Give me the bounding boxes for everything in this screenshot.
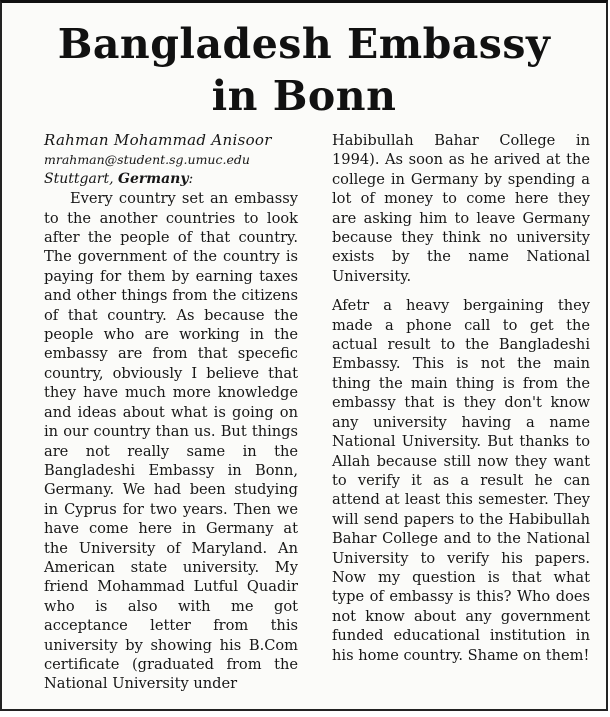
byline: [44, 131, 298, 189]
paragraph-1-text: Every country set an embassy to the another countries to look after the people of that country. The government of the country is paying for them by earning taxes and other things from the citizens of that country. As because the people who are working in the embassy are from that specefic country, obviously I believe that they have much more knowledge and ideas about what is going on in our country than us. But things are not really same in the Bangladeshi Embassy in Bonn, Germany. We had been studying in Cyprus for two years. Then we have come here in Germany at the University of Maryland. An American state university. My friend Mohammad Lutful Quadir who is also with me got acceptance letter from this university by showing his B.Com certificate (graduated from the National University under: [44, 190, 298, 693]
paragraph-2: [332, 296, 590, 665]
headline-line-1: Bangladesh Embassy: [57, 20, 551, 68]
paragraph-2-text: Afetr a heavy bergaining they made a phone call to get the actual result to the Bangladeshi Embassy. This is not the main thing the main thing is from the embassy that is they don't know any university having a name National University. But thanks to Allah because still now they want to verify it as a result he can attend at least this semester. They will send papers to the Habibullah Bahar College and to the National University to verify his papers. Now my question is that what type of embassy is this? Who does not know about any government funded educational institution in his home country. Shame on them!: [332, 297, 590, 664]
author-name: Rahman Mohammad Anisoor: [44, 131, 272, 149]
author-location: [44, 170, 298, 189]
headline: [2, 18, 606, 122]
author-country: Germany: [118, 170, 189, 187]
column-left: [44, 131, 298, 694]
column-right: [332, 131, 590, 694]
author-city: Stuttgart,: [44, 170, 119, 187]
paragraph-1: [44, 189, 298, 694]
author-email: mrahman@student.sg.umuc.edu: [44, 152, 250, 168]
headline-line-2: in Bonn: [211, 72, 397, 120]
byline-colon: :: [188, 170, 194, 187]
paragraph-1-continued: Habibullah Bahar College in 1994). As soon as he arived at the college in Germany by spending a lot of money to come here they are asking him to leave Germany because they think no university exists by the name National University.: [332, 132, 590, 285]
article-body: [44, 131, 590, 694]
